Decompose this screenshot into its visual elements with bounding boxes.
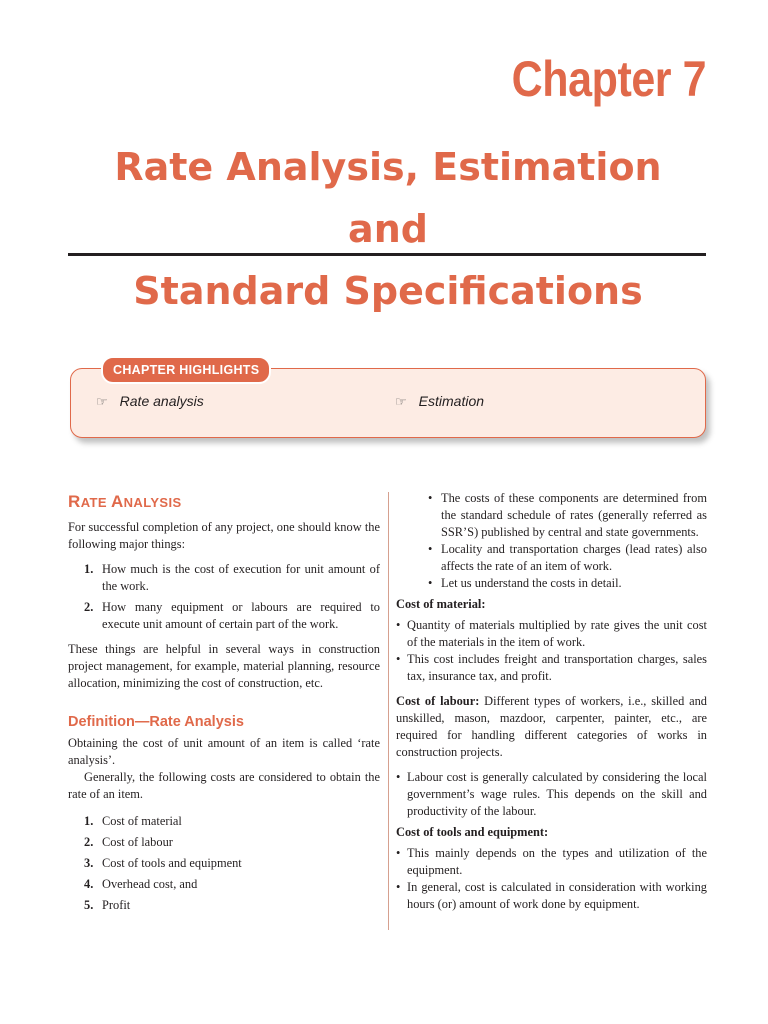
- tools-heading: Cost of tools and equipment:: [396, 825, 549, 839]
- labour-bullet-list: [396, 769, 707, 820]
- left-column: [68, 490, 380, 922]
- highlight-item-rate-analysis: [96, 393, 204, 410]
- section-heading-rate-analysis: RATE ANALYSIS: [68, 492, 182, 511]
- list-item: • This cost includes freight and transportation charges, sales tax, insurance tax, and profit.: [396, 651, 707, 685]
- labour-paragraph: Cost of labour: Different types of workers, i.e., skilled and unskilled, mason, mazdoor, carpenter, painter, etc., are required for handling different categories of works in construction projects.: [396, 694, 707, 759]
- list-item: • Locality and transportation charges (lead rates) also affects the rate of an item of work.: [396, 541, 707, 575]
- pointing-hand-icon: ☞: [96, 394, 108, 409]
- list-item: 5. Profit: [84, 898, 131, 912]
- costs-intro-paragraph: Generally, the following costs are considered to obtain the rate of an item.: [68, 770, 380, 801]
- definition-heading: Definition—Rate Analysis: [68, 714, 244, 730]
- column-divider: [388, 492, 389, 930]
- list-item: • The costs of these components are determined from the standard schedule of rates (generally referred as SSR’S) published by central and state governments.: [396, 490, 707, 541]
- intro-paragraph: For successful completion of any project, one should know the following major things:: [68, 520, 380, 551]
- material-bullet-list: [396, 617, 707, 685]
- list-item: • Quantity of materials multiplied by rate gives the unit cost of the materials in the item of work.: [396, 617, 707, 651]
- list-item: 1. How much is the cost of execution for unit amount of the work.: [84, 562, 380, 593]
- tools-bullet-list: [396, 845, 707, 913]
- labour-heading: Cost of labour:: [396, 694, 480, 708]
- chapter-title-line-2: Standard Specifications: [133, 269, 643, 313]
- list-item: 3. Cost of tools and equipment: [84, 856, 242, 870]
- list-item: 2. Cost of labour: [84, 835, 173, 849]
- list-item: • Let us understand the costs in detail.: [396, 575, 707, 592]
- right-column: [396, 490, 707, 917]
- list-item: 2. How many equipment or labours are required to execute unit amount of certain part of the work.: [84, 600, 380, 631]
- paragraph-helpful: These things are helpful in several ways in construction project management, for example, material planning, resource allocation, minimizing the cost of construction, etc.: [68, 642, 380, 690]
- list-item: • In general, cost is calculated in consideration with working hours (or) amount of work done by equipment.: [396, 879, 707, 913]
- definition-paragraph: Obtaining the cost of unit amount of an item is called ‘rate analysis’.: [68, 736, 380, 767]
- highlight-item-label: Estimation: [418, 393, 485, 409]
- costs-list: [68, 813, 380, 914]
- material-heading: Cost of material:: [396, 597, 486, 611]
- chapter-title-line-1: Rate Analysis, Estimation and: [114, 145, 662, 251]
- list-item: • This mainly depends on the types and utilization of the equipment.: [396, 845, 707, 879]
- highlight-item-label: Rate analysis: [119, 393, 204, 409]
- list-item: • Labour cost is generally calculated by considering the local government’s wage rules. This depends on the skill and productivity of the labour.: [396, 769, 707, 820]
- chapter-title: [68, 136, 708, 322]
- pointing-hand-icon: ☞: [395, 394, 407, 409]
- list-item: 4. Overhead cost, and: [84, 877, 198, 891]
- chapter-highlights-tab: CHAPTER HIGHLIGHTS: [101, 356, 271, 384]
- title-divider: [68, 253, 706, 256]
- components-bullet-list: [396, 490, 707, 592]
- list-item: 1. Cost of material: [84, 814, 182, 828]
- highlight-item-estimation: [395, 393, 484, 410]
- questions-list: [68, 561, 380, 633]
- chapter-number: Chapter 7: [511, 51, 706, 107]
